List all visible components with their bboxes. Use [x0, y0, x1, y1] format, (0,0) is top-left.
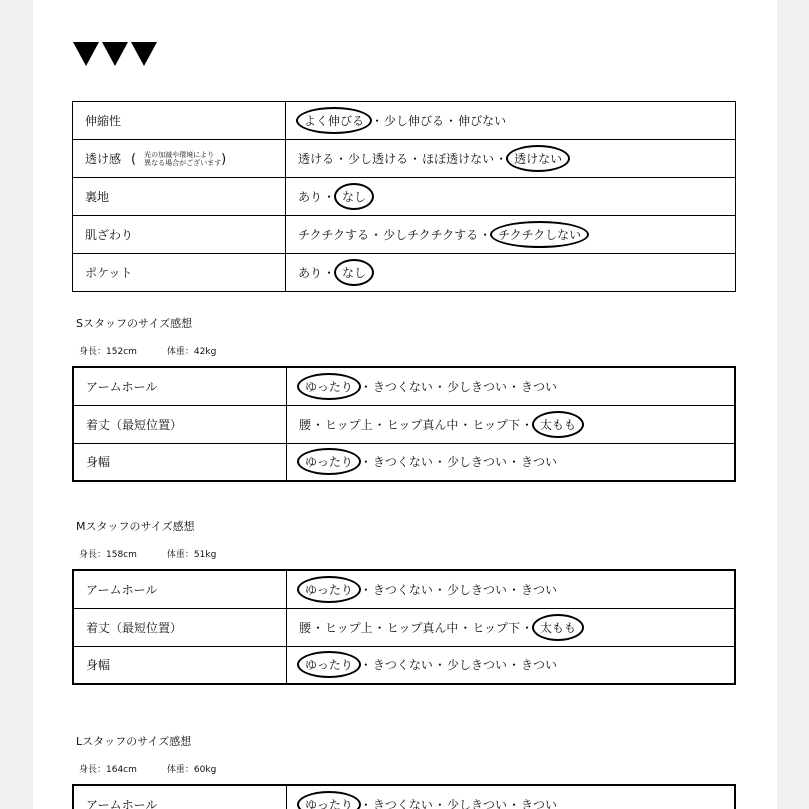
option: ヒップ上 — [325, 620, 373, 635]
option-separator: ・ — [507, 582, 520, 597]
row-label: 着丈（最短位置） — [73, 405, 287, 443]
section-title: Mスタッフのサイズ感想 — [76, 520, 195, 533]
row-label: 透け感 ( 光の加減や環境により 異なる場合がございます) — [73, 140, 286, 178]
option-separator: ・ — [312, 620, 325, 635]
option-separator: ・ — [507, 379, 520, 394]
staff-l-table — [72, 784, 736, 809]
option-separator: ・ — [359, 797, 372, 809]
option-separator: ・ — [370, 228, 383, 242]
row-label: アームホール — [73, 785, 287, 809]
staff-measurements — [79, 762, 216, 775]
material-row-texture — [73, 216, 736, 254]
option: 少し伸びる — [384, 114, 445, 128]
option-separator: ・ — [507, 658, 520, 673]
option-separator: ・ — [507, 455, 520, 470]
option-separator: ・ — [520, 620, 533, 635]
option-separator: ・ — [373, 417, 386, 432]
staff-weight: 体重：51kg — [166, 550, 217, 560]
section-title: Sスタッフのサイズ感想 — [76, 317, 193, 330]
option-separator: ・ — [359, 658, 372, 673]
option-separator: ・ — [359, 582, 372, 597]
row-options — [286, 140, 736, 178]
row-options — [287, 443, 736, 481]
selected-option: ゆったり — [297, 651, 361, 678]
row-options — [287, 608, 736, 646]
triangle-markers — [73, 42, 157, 66]
option: 少しきつい — [446, 658, 507, 673]
option: きつい — [520, 379, 557, 394]
staff-row-width — [73, 443, 735, 481]
row-label: ポケット — [73, 254, 286, 292]
option: ほぼ透けない — [422, 152, 495, 166]
option-separator: ・ — [312, 417, 325, 432]
row-options — [286, 102, 736, 140]
option-separator: ・ — [335, 152, 348, 166]
material-row-stretch — [73, 102, 736, 140]
option-separator: ・ — [495, 152, 508, 166]
option-separator: ・ — [459, 417, 472, 432]
staff-row-length — [73, 608, 735, 646]
option: 少しきつい — [446, 455, 507, 470]
selected-option: 太もも — [532, 411, 584, 438]
selected-option: 透けない — [506, 145, 570, 172]
option-separator: ・ — [433, 582, 446, 597]
option: きつくない — [372, 658, 433, 673]
staff-row-length — [73, 405, 735, 443]
staff-row-armhole — [73, 367, 735, 405]
option-separator: ・ — [507, 797, 520, 809]
option: 腰 — [299, 620, 312, 635]
row-label: 伸縮性 — [73, 102, 286, 140]
staff-measurements — [79, 547, 216, 560]
triangle-down-icon — [73, 42, 99, 66]
option: ヒップ真ん中 — [386, 417, 459, 432]
row-options — [287, 367, 736, 405]
row-label: 身幅 — [73, 646, 287, 684]
selected-option: 太もも — [532, 614, 584, 641]
option: きつくない — [372, 582, 433, 597]
selected-option: チクチクしない — [490, 221, 589, 248]
option: 透ける — [298, 152, 335, 166]
staff-row-armhole — [73, 785, 735, 809]
staff-m-table — [72, 569, 736, 685]
option-separator: ・ — [371, 114, 384, 128]
option-separator: ・ — [520, 417, 533, 432]
staff-row-armhole — [73, 570, 735, 608]
staff-measurements — [79, 344, 216, 357]
option: ヒップ上 — [325, 417, 373, 432]
option-separator: ・ — [409, 152, 422, 166]
staff-height: 身長：158cm — [79, 550, 137, 560]
option: ヒップ下 — [472, 417, 520, 432]
material-row-lining — [73, 178, 736, 216]
row-options — [287, 646, 736, 684]
staff-weight: 体重：42kg — [166, 347, 217, 357]
option: あり — [298, 266, 323, 280]
option-separator: ・ — [479, 228, 492, 242]
option-separator: ・ — [323, 190, 336, 204]
option: 伸びない — [458, 114, 507, 128]
option-separator: ・ — [459, 620, 472, 635]
row-label: アームホール — [73, 367, 287, 405]
row-options — [287, 570, 736, 608]
row-label: アームホール — [73, 570, 287, 608]
option: きつい — [520, 797, 557, 809]
row-label: 着丈（最短位置） — [73, 608, 287, 646]
triangle-down-icon — [131, 42, 157, 66]
option-separator: ・ — [433, 455, 446, 470]
selected-option: よく伸びる — [296, 107, 372, 134]
material-table — [72, 101, 736, 292]
selected-option: ゆったり — [297, 448, 361, 475]
row-options — [287, 405, 736, 443]
option: 少しきつい — [446, 797, 507, 809]
row-options — [287, 785, 736, 809]
option: ヒップ下 — [472, 620, 520, 635]
staff-weight: 体重：60kg — [166, 765, 217, 775]
option-separator: ・ — [433, 658, 446, 673]
staff-height: 身長：152cm — [79, 347, 137, 357]
staff-s-table — [72, 366, 736, 482]
row-options — [286, 216, 736, 254]
option: きつい — [520, 582, 557, 597]
material-row-sheerness — [73, 140, 736, 178]
section-title: Lスタッフのサイズ感想 — [76, 735, 192, 748]
staff-height: 身長：164cm — [79, 765, 137, 775]
option: 少し透ける — [348, 152, 409, 166]
option: ヒップ真ん中 — [386, 620, 459, 635]
option: きつくない — [372, 455, 433, 470]
material-row-pocket — [73, 254, 736, 292]
option-separator: ・ — [359, 379, 372, 394]
option-separator: ・ — [323, 266, 336, 280]
option: あり — [298, 190, 323, 204]
option-separator: ・ — [433, 797, 446, 809]
selected-option: ゆったり — [297, 791, 361, 809]
option: 腰 — [299, 417, 312, 432]
option-separator: ・ — [373, 620, 386, 635]
selected-option: ゆったり — [297, 576, 361, 603]
option: きつい — [520, 455, 557, 470]
option: きつい — [520, 658, 557, 673]
staff-row-width — [73, 646, 735, 684]
triangle-down-icon — [102, 42, 128, 66]
row-label: 肌ざわり — [73, 216, 286, 254]
row-options — [286, 178, 736, 216]
option: きつくない — [372, 797, 433, 809]
option: チクチクする — [298, 228, 370, 242]
selected-option: なし — [334, 259, 374, 286]
option: 少しきつい — [446, 582, 507, 597]
option-separator: ・ — [445, 114, 458, 128]
option: 少しチクチクする — [383, 228, 479, 242]
sheerness-note: 光の加減や環境により 異なる場合がございます — [144, 151, 222, 168]
option: きつくない — [372, 379, 433, 394]
spec-sheet — [33, 0, 777, 809]
selected-option: なし — [334, 183, 374, 210]
option-separator: ・ — [433, 379, 446, 394]
row-label: 裏地 — [73, 178, 286, 216]
row-options — [286, 254, 736, 292]
option: 少しきつい — [446, 379, 507, 394]
selected-option: ゆったり — [297, 373, 361, 400]
option-separator: ・ — [359, 455, 372, 470]
row-label: 身幅 — [73, 443, 287, 481]
